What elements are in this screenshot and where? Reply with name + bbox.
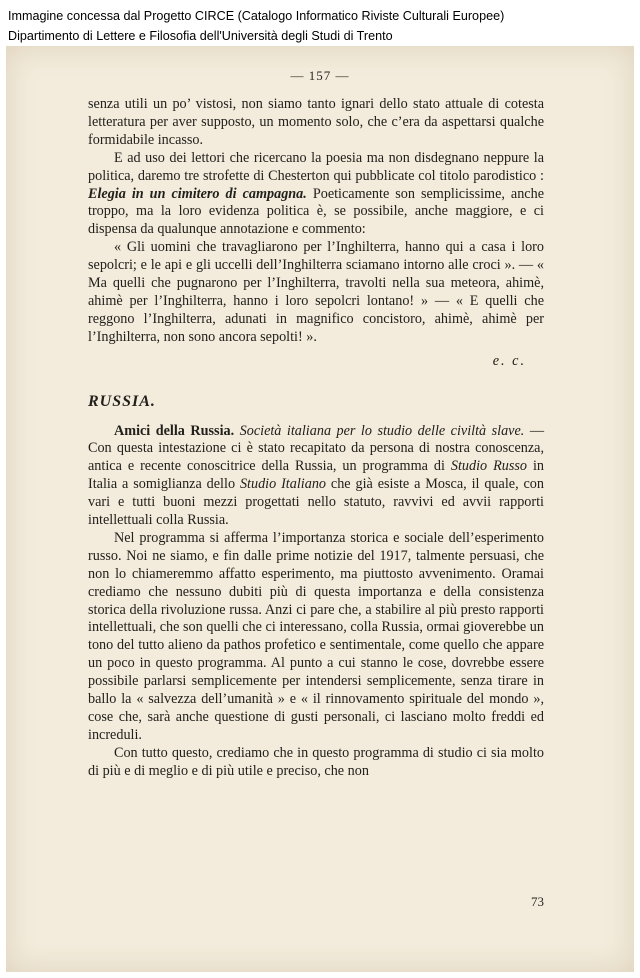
page-number-header: — 157 — <box>290 68 350 83</box>
studio-russo: Studio Russo <box>450 458 527 475</box>
page-text <box>88 96 544 781</box>
source-credit <box>8 6 504 46</box>
scanned-page <box>6 46 634 972</box>
credit-line-2: Dipartimento di Lettere e Filosofia dell'Università degli Studi di Trento <box>8 29 393 43</box>
paragraph-4-heading: Amici della Russia. <box>114 422 235 439</box>
paragraph-2-text-a: E ad uso dei lettori che ricercano la poesia ma non disdegnano neppure la politica, daremo tre strofette di Chesterton qui pubblicate col titolo parodistico : <box>88 149 544 184</box>
studio-italiano: Studio Italiano <box>239 476 327 493</box>
paragraph-1: senza utili un po’ vistosi, non siamo tanto ignari dello stato attuale di cotesta letteratura per aver supposto, un momento solo, che c’era da aspettarsi qualche formidabile incasso. <box>88 96 544 148</box>
paragraph-4-text-b: in Italia a somiglianza dello <box>88 458 544 493</box>
paragraph-4-text-a: — Con questa intestazione ci è stato recapitato da persona di nostra conoscenza, antica e recente conoscitrice della Russia, un programma di <box>88 422 545 475</box>
paragraph-2 <box>88 150 544 240</box>
paragraph-3-quote: « Gli uomini che travagliarono per l’Inghilterra, hanno qui a casa i loro sepolcri; e le api e gli uccelli dell’Inghilterra sciamano intorno alle croci ». — « Ma quelli che pugnarono per l’Inghilterra, travolti nella sua meteora, ahimè, ahimè per l’Inghilterra, hanno i loro sepolcri lontano! » — « E quelli che reggono l’Inghilterra, adunati in magnifico concistoro, ahimè, ahimè per l’Inghilterra, non sono ancora sepolti! ». <box>88 239 544 345</box>
page-number-footer: 73 <box>531 894 544 909</box>
author-signature: e. c. <box>492 352 526 369</box>
paragraph-6: Con tutto questo, crediamo che in questo programma di studio ci sia molto di più e di meglio e di più utile e preciso, che non <box>88 744 544 779</box>
paragraph-4 <box>88 423 544 530</box>
paragraph-4-text-c: che già esiste a Mosca, il quale, con vari e tutti buoni mezzi progettati nello statuto, ravvivi ed avvii rapporti intellettuali colla Russia. <box>88 476 544 529</box>
poem-title: Elegia in un cimitero di campagna. <box>88 185 307 202</box>
paragraph-5: Nel programma si afferma l’importanza storica e sociale dell’esperimento russo. Noi ne siamo, e fin dalle prime notizie del 1917, talmente persuasi, che non lo chiameremmo affatto esperimento, ma piuttosto avvenimento. Oramai crediamo che nessuno dubiti più di questa importanza e della consistenza storica della rivoluzione russa. Anzi ci pare che, a stabilire al più presto rapporti intellettuali, che son quelli che ci interessano, colla Russia, ormai gioverebbe un tono del tutto alieno da pathos profetico e sentimentale, come quello che appare un poco in questo programma. Al punto a cui stanno le cose, dovrebbe essere possibile parlarsi semplicemente per intendersi semplicemente, senza tirare in ballo la « salvezza dell’umanità » e « il rinnovamento spirituale del mondo », cose che, sarà anche questione di gusti personali, ci lasciano molto freddi ed increduli. <box>88 529 544 743</box>
society-name: Società italiana per lo studio delle civiltà slave. <box>234 422 525 439</box>
credit-line-1: Immagine concessa dal Progetto CIRCE (Catalogo Informatico Riviste Culturali Europee) <box>8 9 505 23</box>
section-title: RUSSIA. <box>88 392 156 410</box>
paragraph-2-text-b: Poeticamente son semplicissime, anche troppo, ma la loro evidenza politica è, se possibile, anche maggiore, e ci dispensa da qualunque annotazione e commento: <box>88 185 544 238</box>
